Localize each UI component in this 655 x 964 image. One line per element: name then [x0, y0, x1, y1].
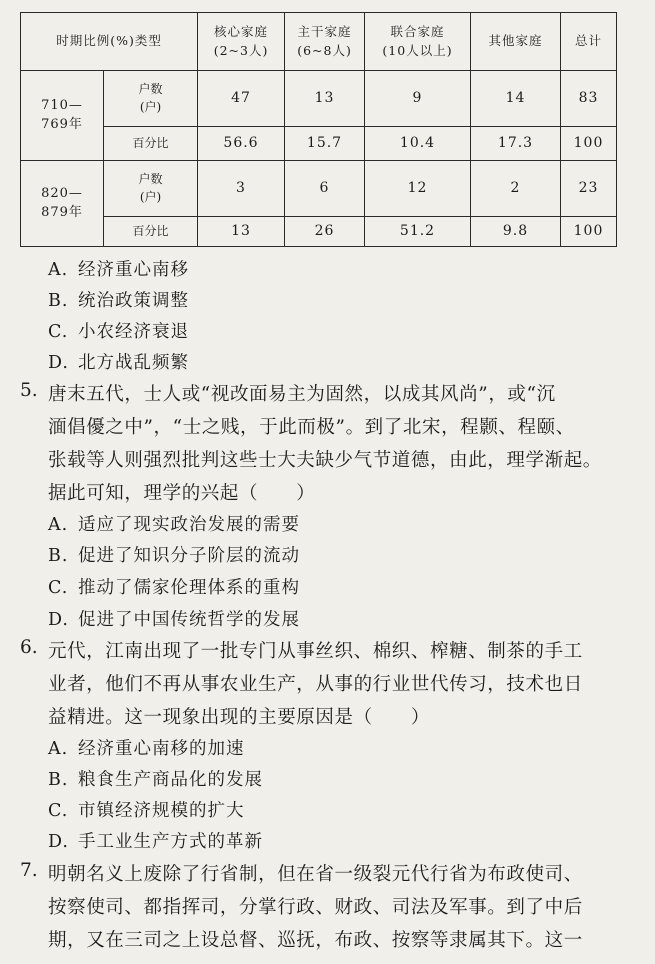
q5-option-b[interactable]: B. 促进了知识分子阶层的流动	[48, 546, 300, 566]
q6-stem-line: 益精进。这一现象出现的主要原因是（ ）	[48, 707, 431, 728]
row-label-households: 户数 (户)	[104, 161, 198, 217]
cell-value: 2	[471, 161, 561, 217]
q4-option-c[interactable]: C. 小农经济衰退	[48, 322, 189, 342]
header-other-family: 其他家庭	[471, 13, 561, 71]
q7-stem-line: 按察使司、都指挥司，分掌行政、财政、司法及军事。到了中后	[48, 897, 583, 918]
q6-stem-line: 业者，他们不再从事农业生产，从事的行业世代传习，技术也日	[48, 674, 583, 695]
q6-number: 6.	[20, 637, 38, 658]
family-structure-table	[20, 12, 617, 247]
cell-value: 13	[285, 71, 365, 127]
cell-value: 12	[365, 161, 471, 217]
period-cell: 710— 769年	[21, 71, 104, 161]
q7-stem-line: 明朝名义上废除了行省制，但在省一级裂元代行省为布政使司、	[48, 864, 583, 885]
q6-stem-line: 元代，江南出现了一批专门从事丝织、棉织、榨糖、制茶的手工	[48, 641, 583, 662]
q6-option-d[interactable]: D. 手工业生产方式的革新	[48, 832, 263, 852]
q6-option-a[interactable]: A. 经济重心南移的加速	[48, 739, 245, 759]
table-row	[21, 161, 617, 217]
header-joint-family: 联合家庭 (10人以上)	[365, 13, 471, 71]
q4-option-a[interactable]: A. 经济重心南移	[48, 260, 189, 280]
cell-value: 51.2	[365, 217, 471, 247]
cell-value: 15.7	[285, 127, 365, 161]
q5-option-a[interactable]: A. 适应了现实政治发展的需要	[48, 515, 300, 535]
period-cell: 820— 879年	[21, 161, 104, 247]
cell-value: 17.3	[471, 127, 561, 161]
q5-stem-line: 张载等人则强烈批判这些士大夫缺少气节道德，由此，理学渐起。	[48, 450, 602, 471]
table-row	[21, 71, 617, 127]
q5-stem-line: 湎倡優之中”，“士之贱，于此而极”。到了北宋，程颢、程颐、	[48, 417, 575, 438]
table-row	[21, 127, 617, 161]
row-label-households: 户数 (户)	[104, 71, 198, 127]
header-nuclear-family: 核心家庭 (2~3人)	[198, 13, 285, 71]
q4-option-b[interactable]: B. 统治政策调整	[48, 291, 189, 311]
table-header-row	[21, 13, 617, 71]
cell-value: 14	[471, 71, 561, 127]
cell-value: 100	[561, 127, 617, 161]
cell-value: 56.6	[198, 127, 285, 161]
q7-number: 7.	[20, 860, 38, 881]
q5-stem-line: 据此可知，理学的兴起（ ）	[48, 483, 316, 504]
cell-value: 83	[561, 71, 617, 127]
header-stem-family: 主干家庭 (6~8人)	[285, 13, 365, 71]
cell-value: 47	[198, 71, 285, 127]
row-label-percent: 百分比	[104, 217, 198, 247]
q5-option-c[interactable]: C. 推动了儒家伦理体系的重构	[48, 578, 300, 598]
cell-value: 9.8	[471, 217, 561, 247]
q5-number: 5.	[20, 380, 38, 401]
cell-value: 6	[285, 161, 365, 217]
cell-value: 10.4	[365, 127, 471, 161]
q6-option-c[interactable]: C. 市镇经济规模的扩大	[48, 801, 245, 821]
q5-stem-line: 唐末五代，士人或“视改面易主为固然，以成其风尚”，或“沉	[48, 384, 556, 405]
cell-value: 26	[285, 217, 365, 247]
header-corner: 时期比例(%)类型	[21, 13, 198, 71]
q7-stem-line: 期，又在三司之上设总督、巡抚，布政、按察等隶属其下。这一	[48, 930, 583, 951]
q6-option-b[interactable]: B. 粮食生产商品化的发展	[48, 770, 263, 790]
cell-value: 9	[365, 71, 471, 127]
cell-value: 100	[561, 217, 617, 247]
q5-option-d[interactable]: D. 促进了中国传统哲学的发展	[48, 610, 300, 630]
cell-value: 13	[198, 217, 285, 247]
row-label-percent: 百分比	[104, 127, 198, 161]
q4-option-d[interactable]: D. 北方战乱频繁	[48, 353, 189, 373]
header-total: 总计	[561, 13, 617, 71]
cell-value: 23	[561, 161, 617, 217]
cell-value: 3	[198, 161, 285, 217]
table-row	[21, 217, 617, 247]
